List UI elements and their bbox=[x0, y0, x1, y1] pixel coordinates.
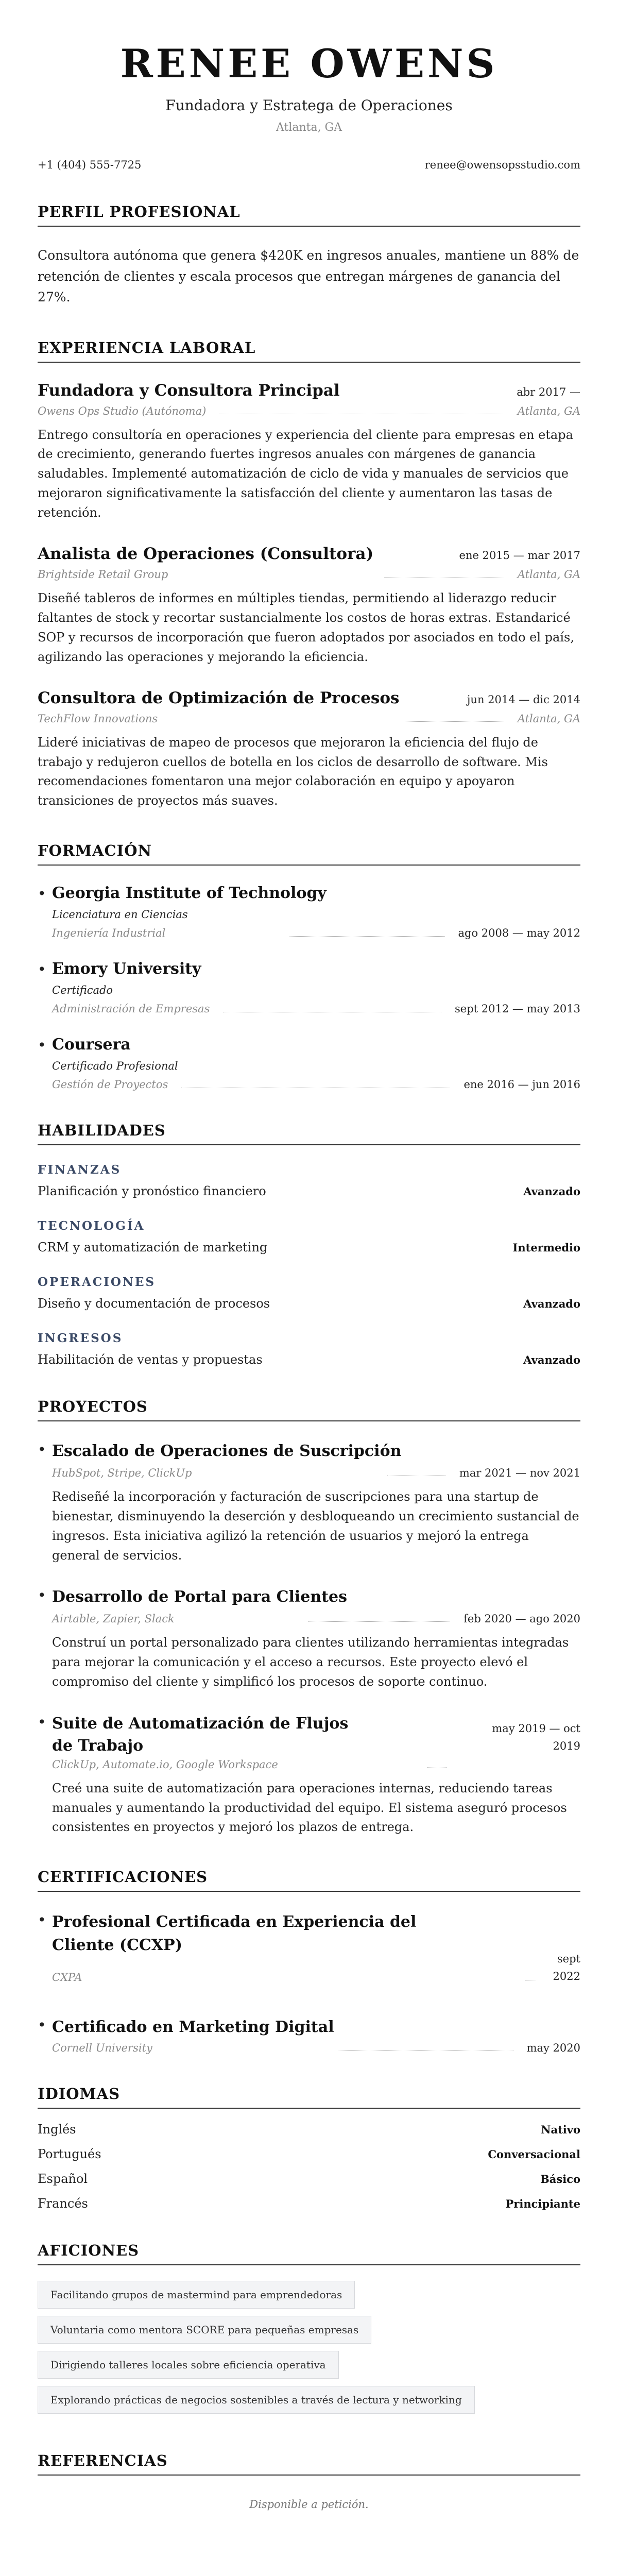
bullet-icon: • bbox=[38, 1587, 46, 1604]
hobby-chip: Voluntaria como mentora SCORE para pequeñas empresas bbox=[38, 2316, 371, 2344]
section-title: EXPERIENCIA LABORAL bbox=[38, 339, 580, 363]
section-title: CERTIFICACIONES bbox=[38, 1868, 580, 1892]
job-location: Atlanta, GA bbox=[517, 712, 580, 725]
project-entry bbox=[38, 1713, 580, 1838]
project-title: Escalado de Operaciones de Suscripción bbox=[52, 1442, 402, 1461]
certification-org: CXPA bbox=[52, 1971, 82, 1984]
education-date: sept 2012 — may 2013 bbox=[455, 1003, 580, 1015]
contact-row bbox=[38, 159, 580, 171]
education-entry bbox=[38, 1036, 580, 1091]
skills-section bbox=[38, 1122, 580, 1367]
language-level: Básico bbox=[540, 2172, 580, 2185]
project-description: Creé una suite de automatización para operaciones internas, reduciendo tareas manuales y aumentando la productividad del equipo. El sistema aseguró procesos consistentes en proyectos y mejoró los plazos de entrega. bbox=[52, 1781, 567, 1835]
skill-category bbox=[38, 1275, 580, 1311]
field-of-study: Ingeniería Industrial bbox=[52, 927, 166, 940]
language-row bbox=[38, 2147, 580, 2161]
job-entry bbox=[38, 689, 580, 811]
job-location: Atlanta, GA bbox=[517, 568, 580, 581]
skill-category-title: FINANZAS bbox=[38, 1163, 122, 1177]
skill-level: Intermedio bbox=[512, 1241, 580, 1255]
education-section bbox=[38, 842, 580, 1091]
job-company: Owens Ops Studio (Autónoma) bbox=[38, 404, 207, 417]
language-name: Portugués bbox=[38, 2146, 101, 2161]
job-title: Analista de Operaciones (Consultora) bbox=[38, 545, 374, 564]
hobby-chip: Dirigiendo talleres locales sobre eficiencia operativa bbox=[38, 2351, 339, 2379]
job-description: Entrego consultoría en operaciones y experiencia del cliente para empresas en etapa de crecimiento, generando fuertes ingresos anuales con márgenes de ganancia saludables. Implementé automatización de ciclo de vida y manuales de servicios que mejoraron significativamente la satisfacción del cliente y aumentaron las tasas de retención. bbox=[38, 427, 573, 520]
skill-category-title: TECNOLOGÍA bbox=[38, 1219, 145, 1233]
job-description: Diseñé tableros de informes en múltiples tiendas, permitiendo al liderazgo reducir faltantes de stock y recortar sustancialmente los costos de horas extras. Estandaricé SOP y recursos de incorporación que fueron adoptados por asociados en todo el país, agilizando las operaciones y mejorando la eficiencia. bbox=[38, 591, 574, 664]
job-date: ene 2015 — mar 2017 bbox=[459, 549, 580, 562]
job-entry bbox=[38, 381, 580, 523]
education-entry bbox=[38, 884, 580, 939]
dotted-leader bbox=[308, 1621, 450, 1622]
bullet-icon: • bbox=[38, 1037, 46, 1054]
job-entry bbox=[38, 545, 580, 667]
project-title: Desarrollo de Portal para Clientes bbox=[52, 1588, 348, 1606]
section-title: HABILIDADES bbox=[38, 1122, 580, 1145]
school-name: Coursera bbox=[52, 1036, 131, 1054]
bullet-icon: • bbox=[38, 1911, 46, 1929]
project-entry bbox=[38, 1586, 580, 1691]
language-name: Inglés bbox=[38, 2122, 76, 2137]
section-title: AFICIONES bbox=[38, 2242, 580, 2265]
job-title: Fundadora y Consultora Principal bbox=[38, 381, 340, 400]
section-title: PROYECTOS bbox=[38, 1398, 580, 1421]
projects-section bbox=[38, 1398, 580, 1837]
skill-name: Planificación y pronóstico financiero bbox=[38, 1184, 266, 1199]
certification-org: Cornell University bbox=[52, 2041, 152, 2054]
job-company: TechFlow Innovations bbox=[38, 712, 158, 725]
hobby-chip: Explorando prácticas de negocios sostenibles a través de lectura y networking bbox=[38, 2386, 475, 2414]
certification-title: Profesional Certificada en Experiencia del Cliente (CCXP) bbox=[52, 1913, 417, 1955]
job-company: Brightside Retail Group bbox=[38, 568, 168, 581]
references-section bbox=[38, 2452, 580, 2511]
language-level: Nativo bbox=[541, 2123, 580, 2136]
job-date: jun 2014 — dic 2014 bbox=[467, 693, 580, 706]
profile-section bbox=[38, 203, 580, 308]
skill-category-title: OPERACIONES bbox=[38, 1275, 156, 1290]
bullet-icon: • bbox=[38, 885, 46, 903]
skill-category bbox=[38, 1331, 580, 1367]
skill-level: Avanzado bbox=[523, 1297, 580, 1311]
language-level: Conversacional bbox=[488, 2147, 580, 2161]
skill-name: Habilitación de ventas y propuestas bbox=[38, 1352, 263, 1367]
school-name: Emory University bbox=[52, 960, 201, 978]
language-name: Francés bbox=[38, 2196, 88, 2211]
language-level: Principiante bbox=[505, 2197, 580, 2210]
job-title: Consultora de Optimización de Procesos bbox=[38, 688, 400, 707]
degree-name: Certificado bbox=[52, 984, 113, 997]
bullet-icon: • bbox=[38, 2016, 46, 2033]
resume-header bbox=[38, 0, 580, 134]
language-row bbox=[38, 2122, 580, 2137]
bullet-icon: • bbox=[38, 1441, 46, 1459]
candidate-location: Atlanta, GA bbox=[276, 121, 342, 134]
dotted-leader bbox=[405, 721, 504, 722]
experience-section bbox=[38, 339, 580, 811]
project-date: feb 2020 — ago 2020 bbox=[464, 1612, 580, 1625]
project-title: Suite de Automatización de Flujos de Trabajo bbox=[52, 1714, 349, 1755]
project-date: may 2019 — oct 2019 bbox=[492, 1722, 580, 1753]
section-title: PERFIL PROFESIONAL bbox=[38, 203, 580, 227]
dotted-leader bbox=[338, 2050, 513, 2051]
project-description: Rediseñé la incorporación y facturación de suscripciones para una startup de bienestar, disminuyendo la deserción y desbloqueando un crecimiento sustancial de ingresos. Esta iniciativa agilizó la retención de usuarios y mejoró la entrega general de servicios. bbox=[52, 1489, 579, 1563]
job-description: Lideré iniciativas de mapeo de procesos que mejoraron la eficiencia del flujo de trabajo y redujeron cuellos de botella en los ciclos de desarrollo de software. Mis recomendaciones fomentaron una mejor colaboración en equipo y apoyaron transiciones de proyectos más suaves. bbox=[38, 735, 548, 808]
bullet-icon: • bbox=[38, 961, 46, 978]
language-row bbox=[38, 2196, 580, 2211]
skill-category bbox=[38, 1219, 580, 1255]
certifications-section bbox=[38, 1868, 580, 2054]
candidate-role: Fundadora y Estratega de Operaciones bbox=[165, 97, 453, 114]
section-title: IDIOMAS bbox=[38, 2085, 580, 2109]
project-tech: Airtable, Zapier, Slack bbox=[52, 1612, 175, 1625]
certification-entry bbox=[38, 2015, 580, 2054]
bullet-icon: • bbox=[38, 1713, 46, 1731]
profile-summary: Consultora autónoma que genera $420K en ingresos anuales, mantiene un 88% de retención de clientes y escala procesos que entregan márgenes de ganancia del 27%. bbox=[38, 248, 579, 304]
hobby-chip: Facilitando grupos de mastermind para emprendedoras bbox=[38, 2281, 355, 2309]
job-date: abr 2017 — bbox=[517, 385, 580, 398]
section-title: FORMACIÓN bbox=[38, 842, 580, 866]
hobbies-section bbox=[38, 2242, 580, 2421]
project-tech: HubSpot, Stripe, ClickUp bbox=[52, 1466, 192, 1479]
school-name: Georgia Institute of Technology bbox=[52, 884, 327, 903]
project-description: Construí un portal personalizado para clientes utilizando herramientas integradas para mejorar la comunicación y el acceso a recursos. Este proyecto elevó el compromiso del cliente y simplificó los procesos de soporte continuo. bbox=[52, 1635, 569, 1689]
education-date: ago 2008 — may 2012 bbox=[458, 927, 580, 940]
language-row bbox=[38, 2172, 580, 2186]
degree-name: Certificado Profesional bbox=[52, 1060, 178, 1073]
field-of-study: Gestión de Proyectos bbox=[52, 1078, 168, 1091]
skill-level: Avanzado bbox=[523, 1185, 580, 1198]
project-entry bbox=[38, 1440, 580, 1565]
project-tech: ClickUp, Automate.io, Google Workspace bbox=[52, 1758, 278, 1771]
section-title: REFERENCIAS bbox=[38, 2452, 580, 2476]
dotted-leader bbox=[427, 1767, 447, 1768]
education-entry bbox=[38, 960, 580, 1015]
project-date: mar 2021 — nov 2021 bbox=[459, 1466, 580, 1479]
skill-level: Avanzado bbox=[523, 1353, 580, 1367]
dotted-leader bbox=[289, 936, 444, 937]
certification-entry bbox=[38, 1910, 580, 1994]
job-location: Atlanta, GA bbox=[517, 404, 580, 417]
email-address[interactable]: renee@owensopsstudio.com bbox=[424, 159, 580, 171]
certification-title: Certificado en Marketing Digital bbox=[52, 2018, 334, 2036]
language-name: Español bbox=[38, 2171, 88, 2186]
certification-date: sept 2022 bbox=[553, 1953, 580, 1982]
education-date: ene 2016 — jun 2016 bbox=[464, 1078, 580, 1091]
phone-number: +1 (404) 555-7725 bbox=[38, 159, 142, 171]
candidate-name: RENEE OWENS bbox=[120, 41, 498, 87]
field-of-study: Administración de Empresas bbox=[52, 1003, 210, 1015]
skill-name: CRM y automatización de marketing bbox=[38, 1240, 268, 1255]
skill-name: Diseño y documentación de procesos bbox=[38, 1296, 270, 1311]
degree-name: Licenciatura en Ciencias bbox=[52, 908, 188, 921]
languages-section bbox=[38, 2085, 580, 2211]
skill-category bbox=[38, 1163, 580, 1198]
certification-date: may 2020 bbox=[526, 2041, 580, 2054]
references-text: Disponible a petición. bbox=[249, 2498, 369, 2511]
skill-category-title: INGRESOS bbox=[38, 1331, 123, 1346]
